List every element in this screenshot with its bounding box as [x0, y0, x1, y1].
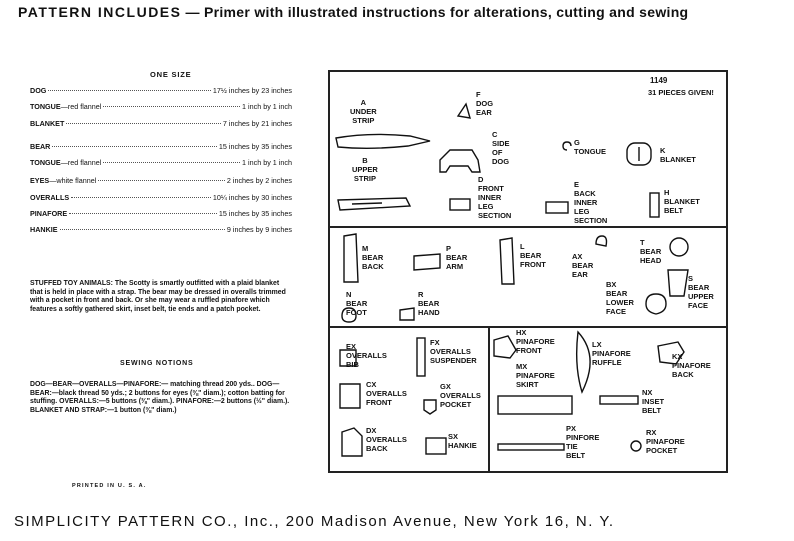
piece-label-rx: RX PINAFORE POCKET	[646, 428, 685, 455]
piece-label-m: M BEAR BACK	[362, 244, 384, 271]
piece-label-sx: SX HANKIE	[448, 432, 477, 450]
piece-d-shape	[450, 199, 470, 210]
material-sub: —red flannel	[60, 102, 102, 111]
piece-e-shape	[546, 202, 568, 213]
piece-label-lx: LX PINAFORE RUFFLE	[592, 340, 631, 367]
material-item: BLANKET	[30, 119, 65, 128]
piece-nx-shape	[600, 396, 638, 404]
piece-label-l: L BEAR FRONT	[520, 242, 546, 269]
material-sub: —white flannel	[49, 176, 97, 185]
piece-label-p: P BEAR ARM	[446, 244, 468, 271]
piece-label-s: S BEAR UPPER FACE	[688, 274, 714, 310]
one-size-title: ONE SIZE	[150, 70, 192, 79]
material-item: EYES	[30, 176, 50, 185]
piece-label-ax: AX BEAR EAR	[572, 252, 594, 279]
pattern-number: 1149	[650, 76, 668, 85]
piece-ax-shape	[596, 236, 607, 246]
material-value: 7 inches by 21 inches	[222, 119, 292, 128]
sewing-notions-title: SEWING NOTIONS	[120, 360, 194, 367]
piece-label-d: D FRONT INNER LEG SECTION	[478, 175, 512, 220]
material-item: TONGUE	[30, 158, 61, 167]
stuffed-toy-description: STUFFED TOY ANIMALS: The Scotty is smartly outfitted with a plaid blanket that is held in place with a strap. The bear may be dressed in overalls trimmed with a pocket in front and back. Or she may wear a ruffled pinafore which features a softly gathered skirt, inset belt, tie ends and a patch pocket.	[30, 280, 286, 313]
piece-label-k: K BLANKET	[660, 146, 696, 164]
material-item: HANKIE	[30, 225, 58, 234]
material-value: 17½ inches by 23 inches	[212, 86, 292, 95]
piece-bx-shape	[646, 294, 666, 314]
piece-label-c: C SIDE OF DOG	[492, 130, 510, 166]
piece-b-shape	[338, 198, 410, 210]
piece-mx-shape	[498, 396, 572, 414]
piece-label-h: H BLANKET BELT	[664, 188, 700, 215]
material-value: 1 inch by 1 inch	[242, 102, 292, 111]
grain-arrow	[352, 203, 382, 204]
piece-label-px: PX PINFORE TIE BELT	[566, 424, 600, 460]
piece-px-shape	[498, 444, 564, 450]
piece-f-shape	[458, 104, 470, 118]
piece-cx-shape	[340, 384, 360, 408]
piece-rx-shape	[631, 441, 641, 451]
piece-r-shape	[400, 308, 414, 320]
piece-p-shape	[414, 254, 440, 270]
piece-c-shape	[440, 150, 480, 172]
piece-sx-shape	[426, 438, 446, 454]
piece-label-dx: DX OVERALLS BACK	[366, 426, 407, 453]
header-description: — Primer with illustrated instructions for alterations, cutting and sewing	[185, 4, 689, 20]
piece-label-gx: GX OVERALLS POCKET	[440, 382, 481, 409]
piece-lx-shape	[577, 332, 590, 392]
piece-label-e: E BACK INNER LEG SECTION	[574, 180, 608, 225]
material-item: PINAFORE	[30, 209, 68, 218]
piece-hx-shape	[494, 336, 516, 358]
material-value: 15 inches by 35 inches	[218, 209, 292, 218]
piece-g-shape	[563, 142, 571, 150]
piece-label-a: A UNDER STRIP	[350, 98, 377, 125]
piece-label-ex: EX OVERALLS BIB	[346, 342, 387, 369]
piece-m-shape	[344, 234, 358, 282]
piece-gx-shape	[424, 400, 436, 414]
piece-label-kx: KX PINAFORE BACK	[672, 352, 711, 379]
company-footer: SIMPLICITY PATTERN CO., Inc., 200 Madison Avenue, New York 16, N. Y.	[14, 513, 615, 530]
piece-h-shape	[650, 193, 659, 217]
material-value: 1 inch by 1 inch	[242, 158, 292, 167]
material-sub: —red flannel	[60, 158, 102, 167]
piece-label-bx: BX BEAR LOWER FACE	[606, 280, 634, 316]
piece-label-r: R BEAR HAND	[418, 290, 440, 317]
sewing-notions-text: DOG—BEAR—OVERALLS—PINAFORE:— matching thread 200 yds.. DOG—BEAR:—black thread 50 yds.; 2 buttons for eyes (⅜" diam.); cotton batting for stuffing. OVERALLS:—5 buttons (⅜" diam.). PINAFORE:—2 buttons (½" diam.). BLANKET AND STRAP:—1 button (⅜" diam.)	[30, 381, 290, 414]
pieces-given: 31 PIECES GIVEN!	[648, 88, 714, 97]
piece-t-shape	[670, 238, 688, 256]
material-value: 2 inches by 2 inches	[226, 176, 292, 185]
piece-label-t: T BEAR HEAD	[640, 238, 662, 265]
piece-label-f: F DOG EAR	[476, 90, 494, 117]
piece-dx-shape	[342, 428, 362, 456]
material-item: DOG	[30, 86, 47, 95]
piece-label-nx: NX INSET BELT	[642, 388, 665, 415]
material-value: 9 inches by 9 inches	[226, 225, 292, 234]
piece-label-n: N BEAR FOOT	[346, 290, 368, 317]
piece-s-shape	[668, 270, 688, 296]
piece-label-cx: CX OVERALLS FRONT	[366, 380, 407, 407]
piece-label-b: B UPPER STRIP	[352, 156, 378, 183]
piece-label-hx: HX PINAFORE FRONT	[516, 328, 555, 355]
header-lead: PATTERN INCLUDES	[18, 4, 182, 20]
printed-in-usa: PRINTED IN U. S. A.	[72, 483, 147, 489]
material-value: 15 inches by 35 inches	[218, 142, 292, 151]
piece-fx-shape	[417, 338, 425, 376]
material-item: BEAR	[30, 142, 51, 151]
material-item: OVERALLS	[30, 193, 70, 202]
material-item: TONGUE	[30, 102, 61, 111]
piece-label-g: G TONGUE	[574, 138, 606, 156]
piece-l-shape	[500, 238, 514, 284]
piece-a-shape	[336, 134, 430, 148]
material-value: 10¼ inches by 30 inches	[212, 193, 292, 202]
piece-label-mx: MX PINAFORE SKIRT	[516, 362, 555, 389]
piece-label-fx: FX OVERALLS SUSPENDER	[430, 338, 477, 365]
